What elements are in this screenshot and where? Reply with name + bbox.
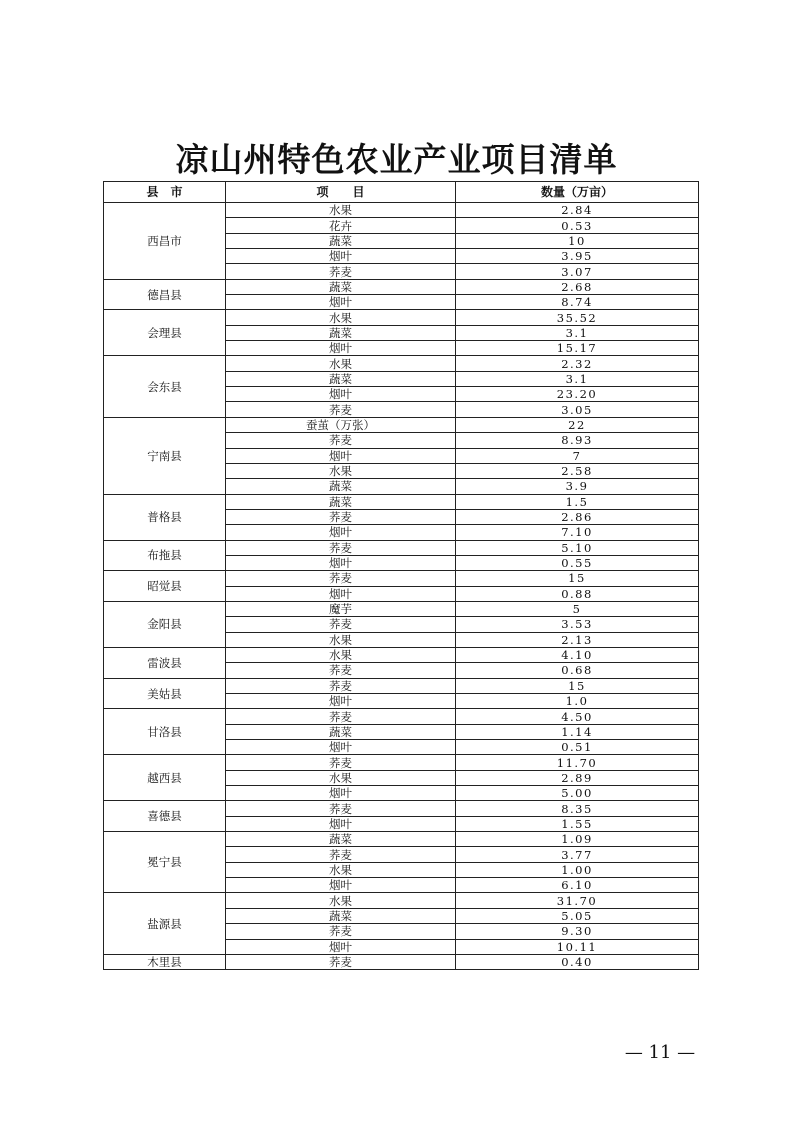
project-cell: 烟叶	[226, 249, 456, 264]
quantity-cell: 8.93	[456, 433, 699, 448]
quantity-cell: 10.11	[456, 939, 699, 954]
project-cell: 蚕茧（万张）	[226, 417, 456, 432]
project-cell: 蔬菜	[226, 494, 456, 509]
table-row	[104, 893, 699, 908]
project-cell: 蔬菜	[226, 371, 456, 386]
quantity-cell: 3.53	[456, 617, 699, 632]
project-cell: 荞麦	[226, 540, 456, 555]
project-cell: 蔬菜	[226, 724, 456, 739]
project-cell: 水果	[226, 632, 456, 647]
quantity-cell: 6.10	[456, 878, 699, 893]
county-cell: 宁南县	[104, 417, 226, 494]
quantity-cell: 4.50	[456, 709, 699, 724]
quantity-cell: 1.55	[456, 816, 699, 831]
page-title: 凉山州特色农业产业项目清单	[175, 140, 618, 179]
county-cell: 布拖县	[104, 540, 226, 571]
project-cell: 荞麦	[226, 954, 456, 969]
quantity-cell: 0.55	[456, 555, 699, 570]
table-row	[104, 310, 699, 325]
project-cell: 荞麦	[226, 801, 456, 816]
project-cell: 荞麦	[226, 433, 456, 448]
quantity-cell: 2.86	[456, 509, 699, 524]
project-cell: 烟叶	[226, 387, 456, 402]
project-cell: 水果	[226, 203, 456, 218]
county-cell: 会理县	[104, 310, 226, 356]
quantity-cell: 23.20	[456, 387, 699, 402]
table-row	[104, 494, 699, 509]
project-cell: 荞麦	[226, 571, 456, 586]
table-row	[104, 571, 699, 586]
quantity-cell: 10	[456, 233, 699, 248]
table-row	[104, 356, 699, 371]
quantity-cell: 31.70	[456, 893, 699, 908]
project-cell: 荞麦	[226, 847, 456, 862]
county-cell: 金阳县	[104, 601, 226, 647]
header-county: 县 市	[104, 182, 226, 203]
project-cell: 荞麦	[226, 924, 456, 939]
quantity-cell: 3.1	[456, 371, 699, 386]
project-cell: 蔬菜	[226, 233, 456, 248]
project-cell: 荞麦	[226, 617, 456, 632]
quantity-cell: 0.40	[456, 954, 699, 969]
quantity-cell: 7.10	[456, 525, 699, 540]
project-cell: 烟叶	[226, 555, 456, 570]
project-cell: 蔬菜	[226, 325, 456, 340]
quantity-cell: 4.10	[456, 647, 699, 662]
quantity-cell: 3.9	[456, 479, 699, 494]
quantity-cell: 15	[456, 571, 699, 586]
quantity-cell: 1.14	[456, 724, 699, 739]
table-row	[104, 832, 699, 847]
project-list-table	[103, 181, 699, 970]
quantity-cell: 0.88	[456, 586, 699, 601]
county-cell: 德昌县	[104, 279, 226, 310]
project-cell: 水果	[226, 770, 456, 785]
quantity-cell: 5.10	[456, 540, 699, 555]
quantity-cell: 3.95	[456, 249, 699, 264]
quantity-cell: 2.68	[456, 279, 699, 294]
project-cell: 荞麦	[226, 663, 456, 678]
project-cell: 烟叶	[226, 295, 456, 310]
project-cell: 蔬菜	[226, 479, 456, 494]
project-cell: 魔芋	[226, 601, 456, 616]
county-cell: 盐源县	[104, 893, 226, 954]
county-cell: 甘洛县	[104, 709, 226, 755]
quantity-cell: 1.5	[456, 494, 699, 509]
page-number: — 11 —	[624, 1042, 696, 1063]
county-cell: 冕宁县	[104, 832, 226, 893]
project-cell: 烟叶	[226, 586, 456, 601]
quantity-cell: 22	[456, 417, 699, 432]
quantity-cell: 3.07	[456, 264, 699, 279]
table-row	[104, 755, 699, 770]
quantity-cell: 3.05	[456, 402, 699, 417]
county-cell: 美姑县	[104, 678, 226, 709]
table-body	[104, 203, 699, 970]
project-cell: 蔬菜	[226, 908, 456, 923]
project-cell: 烟叶	[226, 694, 456, 709]
table-row	[104, 678, 699, 693]
table-row	[104, 279, 699, 294]
header-quantity: 数量（万亩）	[456, 182, 699, 203]
quantity-cell: 8.74	[456, 295, 699, 310]
quantity-cell: 7	[456, 448, 699, 463]
project-cell: 水果	[226, 893, 456, 908]
project-cell: 烟叶	[226, 939, 456, 954]
project-cell: 蔬菜	[226, 279, 456, 294]
quantity-cell: 1.00	[456, 862, 699, 877]
quantity-cell: 1.0	[456, 694, 699, 709]
quantity-cell: 2.58	[456, 463, 699, 478]
county-cell: 雷波县	[104, 647, 226, 678]
quantity-cell: 11.70	[456, 755, 699, 770]
project-cell: 荞麦	[226, 755, 456, 770]
quantity-cell: 3.77	[456, 847, 699, 862]
project-cell: 荞麦	[226, 678, 456, 693]
county-cell: 昭觉县	[104, 571, 226, 602]
project-cell: 水果	[226, 862, 456, 877]
quantity-cell: 5.05	[456, 908, 699, 923]
table-row	[104, 601, 699, 616]
quantity-cell: 15.17	[456, 341, 699, 356]
table-row	[104, 954, 699, 969]
quantity-cell: 2.84	[456, 203, 699, 218]
quantity-cell: 2.13	[456, 632, 699, 647]
project-cell: 蔬菜	[226, 832, 456, 847]
county-cell: 越西县	[104, 755, 226, 801]
table-row	[104, 203, 699, 218]
project-cell: 烟叶	[226, 786, 456, 801]
project-cell: 荞麦	[226, 509, 456, 524]
quantity-cell: 5	[456, 601, 699, 616]
quantity-cell: 3.1	[456, 325, 699, 340]
quantity-cell: 0.68	[456, 663, 699, 678]
project-cell: 水果	[226, 310, 456, 325]
table-row	[104, 647, 699, 662]
county-cell: 西昌市	[104, 203, 226, 280]
quantity-cell: 5.00	[456, 786, 699, 801]
quantity-cell: 35.52	[456, 310, 699, 325]
project-cell: 荞麦	[226, 402, 456, 417]
county-cell: 普格县	[104, 494, 226, 540]
quantity-cell: 9.30	[456, 924, 699, 939]
quantity-cell: 8.35	[456, 801, 699, 816]
quantity-cell: 2.89	[456, 770, 699, 785]
quantity-cell: 0.51	[456, 740, 699, 755]
quantity-cell: 15	[456, 678, 699, 693]
table-header-row	[104, 182, 699, 203]
project-cell: 花卉	[226, 218, 456, 233]
table-row	[104, 801, 699, 816]
county-cell: 会东县	[104, 356, 226, 417]
table-row	[104, 709, 699, 724]
project-cell: 水果	[226, 356, 456, 371]
quantity-cell: 0.53	[456, 218, 699, 233]
project-cell: 烟叶	[226, 740, 456, 755]
project-cell: 荞麦	[226, 264, 456, 279]
project-cell: 水果	[226, 463, 456, 478]
header-project: 项 目	[226, 182, 456, 203]
project-cell: 烟叶	[226, 816, 456, 831]
quantity-cell: 1.09	[456, 832, 699, 847]
table-row	[104, 417, 699, 432]
table-row	[104, 540, 699, 555]
project-cell: 荞麦	[226, 709, 456, 724]
county-cell: 喜德县	[104, 801, 226, 832]
quantity-cell: 2.32	[456, 356, 699, 371]
county-cell: 木里县	[104, 954, 226, 969]
project-cell: 烟叶	[226, 525, 456, 540]
project-cell: 水果	[226, 647, 456, 662]
project-cell: 烟叶	[226, 341, 456, 356]
project-cell: 烟叶	[226, 448, 456, 463]
project-cell: 烟叶	[226, 878, 456, 893]
